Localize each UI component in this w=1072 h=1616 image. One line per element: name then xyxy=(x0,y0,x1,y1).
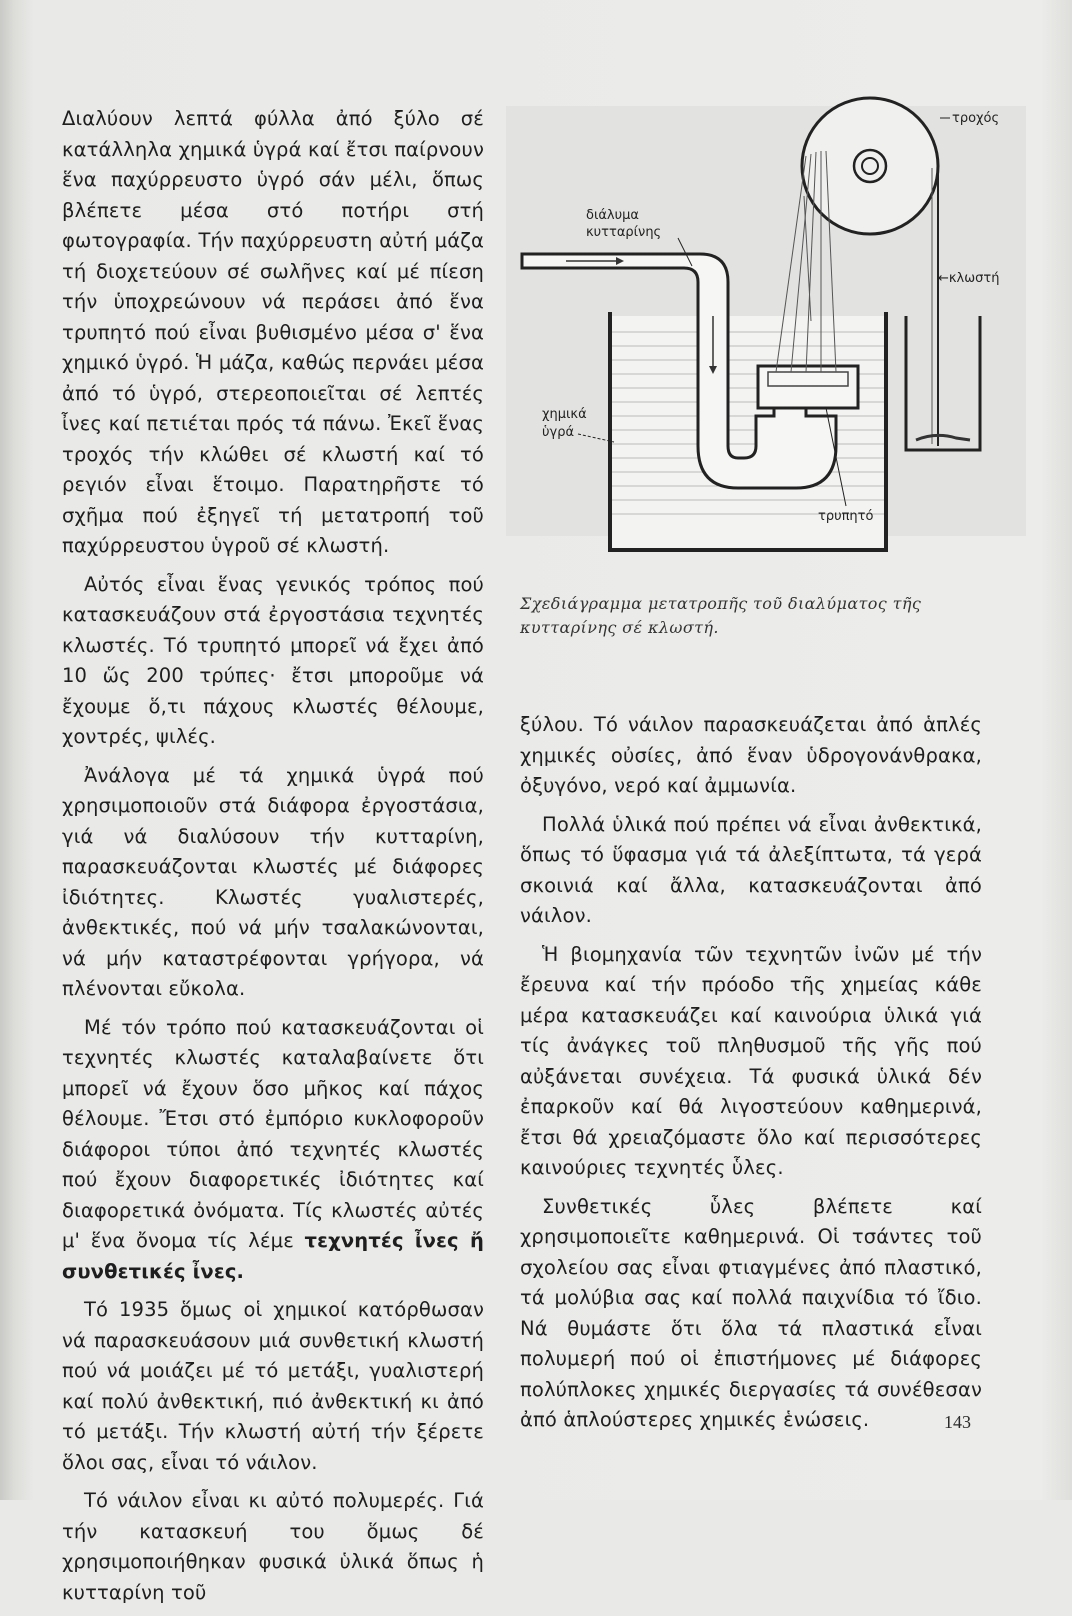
label-spinneret: τρυπητό xyxy=(818,509,874,524)
label-liquid-2: ὑγρά xyxy=(542,425,575,440)
wheel-icon xyxy=(802,98,938,234)
paragraph-8: Πολλά ὑλικά πού πρέπει νά εἶναι ἀνθεκτικά, ὅπως τό ὕφασμα γιά τά ἀλεξίπτωτα, τά γερά σκοινιά καί ἄλλα, κατασκευάζονται ἀπό νάιλον. xyxy=(520,812,982,927)
paragraph-1: Διαλύουν λεπτά φύλλα ἀπό ξύλο σέ κατάλληλα χημικά ὑγρά καί ἔτσι παίρνουν ἕνα παχύρρευστο ὑγρό σάν μέλι, ὅπως βλέπετε μέσα στό ποτήρι στή φωτογραφία. Τήν παχύρρευστη αὐτή μάζα τή διοχετεύουν σέ σωλῆνες καί μέ πίεση τήν ὑποχρεώνουν νά περάσει ἀπό ἕνα τρυπητό πού εἶναι βυθισμένο μέσα σ' ἕνα χημικό ὑγρό. Ἡ μάζα, καθώς περνάει μέσα ἀπό τό ὑγρό, στερεοποιεῖται σέ λεπτές ἶνες καί πετιέται πρός τά πάνω. Ἐκεῖ ἕνας τροχός τήν κλώθει σέ κλωστή καί τό ρεγιόν εἶναι ἕτοιμο. Παρατηρῆστε τό σχῆμα πού ἐξηγεῖ τή μετατροπή τοῦ παχύρρευστου ὑγροῦ σέ κλωστή. xyxy=(62,107,484,557)
figure-caption: Σχεδιάγραμμα μετατροπῆς τοῦ διαλύματος τῆς κυτταρίνης σέ κλωστή. xyxy=(520,594,922,637)
label-solution-1: διάλυμα xyxy=(586,208,639,223)
label-thread: ←κλωστή xyxy=(938,271,1000,286)
paragraph-2: Αὐτός εἶναι ἕνας γενικός τρόπος πού κατασκευάζουν στά ἐργοστάσια τεχνητές κλωστές. Τό τρυπητό μπορεῖ νά ἔχει ἀπό 10 ὥς 200 τρύπες· ἔτσι μποροῦμε νά ἔχουμε ὅ,τι πάχους κλωστές θέλουμε, χοντρές, ψιλές. xyxy=(62,572,484,748)
paragraph-5: Τό 1935 ὅμως οἱ χημικοί κατόρθωσαν νά παρασκευάσουν μιά συνθετική κλωστή πού νά μοιάζει μέ τό μετάξι, γυαλιστερή καί πολύ ἀνθεκτική, πιό ἀνθεκτική κι ἀπό τό μετάξι. Τήν κλωστή αὐτή τήν ξέρετε ὅλοι σας, εἶναι τό νάιλον. xyxy=(62,1298,484,1474)
paragraph-4 xyxy=(62,1013,484,1288)
paragraph-4-text: Μέ τόν τρόπο πού κατασκευάζονται οἱ τεχνητές κλωστές καταλαβαίνετε ὅτι μπορεῖ νά ἔχουν ὅσο μῆκος καί πάχος θέλουμε. Ἔτσι στό ἐμπόριο κυκλοφοροῦν διάφοροι τύποι ἀπό τεχνητές κλωστές πού ἔχουν διαφορετικές ἰδιότητες καί διαφορετικά ὀνόματα. Τίς κλωστές αὐτές μ' ἕνα ὄνομα τίς λέμε xyxy=(62,1015,484,1252)
paragraph-9: Ἡ βιομηχανία τῶν τεχνητῶν ἰνῶν μέ τήν ἔρευνα καί τήν πρόοδο τῆς χημείας κάθε μέρα κατασκευάζει καί καινούρια ὑλικά γιά τίς ἀνάγκες τοῦ πληθυσμοῦ τῆς γῆς πού αὐξάνεται συνέχεια. Τά φυσικά ὑλικά δέν ἐπαρκοῦν καί θά λιγοστεύουν καθημερινά, ἔτσι θά χρειαζόμαστε ὅλο καί περισσότερες καινούριες τεχνητές ὗλες. xyxy=(520,942,982,1179)
label-solution-2: κυτταρίνης xyxy=(586,225,662,240)
paragraph-7: ξύλου. Τό νάιλον παρασκευάζεται ἀπό ἁπλές χημικές οὐσίες, ἀπό ἕναν ὑδρογονάνθρακα, ὀξυγόνο, νερό καί ἀμμωνία. xyxy=(520,713,982,797)
page-number: 143 xyxy=(944,1412,971,1432)
paragraph-10: Συνθετικές ὗλες βλέπετε καί χρησιμοποιεῖτε καθημερινά. Οἱ τσάντες τοῦ σχολείου σας εἶναι φτιαγμένες ἀπό πλαστικό, τά μολύβια σας καί πολλά παιχνίδια τό ἴδιο. Νά θυμάστε ὅτι ὅλα τά πλαστικά εἶναι πολυμερή πού οἱ ἐπιστήμονες μέ διάφορες πολύπλοκες χημικές διεργασίες τά συνέθεσαν ἀπό ἁπλούστερες χημικές ἑνώσεις. xyxy=(520,1194,982,1431)
paragraph-6: Τό νάιλον εἶναι κι αὐτό πολυμερές. Γιά τήν κατασκευή του ὅμως δέ χρησιμοποιήθηκαν φυσικά ὑλικά ὅπως ἡ κυτταρίνη τοῦ xyxy=(62,1489,484,1604)
paragraph-3: Ἀνάλογα μέ τά χημικά ὑγρά πού χρησιμοποιοῦν στά διάφορα ἐργοστάσια, γιά νά διαλύσουν τήν κυτταρίνη, παρασκευάζονται κλωστές μέ διάφορες ἰδιότητες. Κλωστές γυαλιστερές, ἀνθεκτικές, πού νά μήν τσαλακώνονται, νά μήν καταστρέφονται γρήγορα, νά πλένονται εὔκολα. xyxy=(62,763,484,1000)
bold-terms: τεχνητές ἶνες ἤ συνθετικές ἶνες. xyxy=(62,1229,484,1283)
label-liquid-1: χημικά xyxy=(542,407,587,422)
right-text-column xyxy=(520,710,982,1444)
spinning-diagram xyxy=(506,96,1026,566)
left-text-column xyxy=(62,104,484,1616)
label-wheel: τροχός xyxy=(952,111,1000,126)
